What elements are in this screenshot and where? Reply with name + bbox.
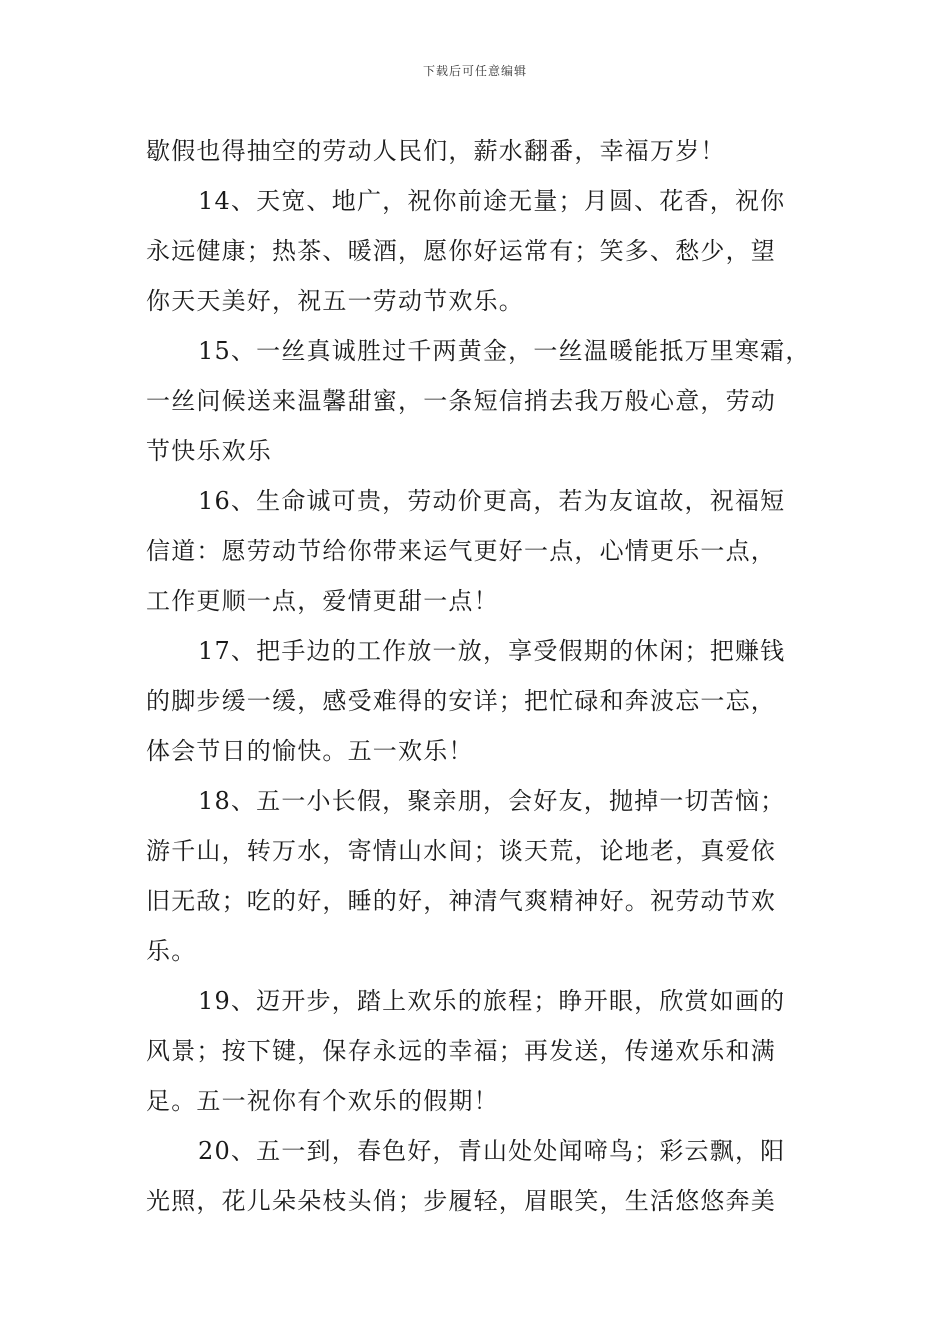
text-line: 一丝问候送来温馨甜蜜，一条短信捎去我万般心意，劳动 — [146, 387, 776, 415]
text-line: 工作更顺一点，爱情更甜一点！ — [146, 587, 499, 615]
paragraph-18-line: 18、五一小长假，聚亲朋，会好友，抛掉一切苦恼； — [198, 787, 786, 815]
text-line: 永远健康；热茶、暖酒，愿你好运常有；笑多、愁少，望 — [146, 237, 776, 265]
text-line: 信道：愿劳动节给你带来运气更好一点，心情更乐一点， — [146, 537, 776, 565]
text-line: 的脚步缓一缓，感受难得的安详；把忙碌和奔波忘一忘， — [146, 687, 776, 715]
document-body — [146, 126, 816, 1226]
text-line: 游千山，转万水，寄情山水间；谈天荒，论地老，真爱依 — [146, 837, 776, 865]
text-line: 歇假也得抽空的劳动人民们，薪水翻番，幸福万岁！ — [146, 137, 726, 165]
paragraph-14-line: 14、天宽、地广，祝你前途无量；月圆、花香，祝你 — [198, 187, 786, 215]
text-line: 乐。 — [146, 937, 197, 965]
text-line: 体会节日的愉快。五一欢乐！ — [146, 737, 474, 765]
text-line: 你天天美好，祝五一劳动节欢乐。 — [146, 287, 524, 315]
page-header: 下载后可任意编辑 — [422, 64, 527, 78]
paragraph-15-line: 15、一丝真诚胜过千两黄金，一丝温暖能抵万里寒霜， — [198, 337, 811, 365]
paragraph-19-line: 19、迈开步，踏上欢乐的旅程；睁开眼，欣赏如画的 — [198, 987, 786, 1015]
text-line: 足。五一祝你有个欢乐的假期！ — [146, 1087, 499, 1115]
text-line: 节快乐欢乐 — [146, 437, 272, 465]
paragraph-20-line: 20、五一到，春色好，青山处处闻啼鸟；彩云飘，阳 — [198, 1137, 786, 1165]
text-line: 旧无敌；吃的好，睡的好，神清气爽精神好。祝劳动节欢 — [146, 887, 776, 915]
paragraph-17-line: 17、把手边的工作放一放，享受假期的休闲；把赚钱 — [198, 637, 786, 665]
text-line: 光照，花儿朵朵枝头俏；步履轻，眉眼笑，生活悠悠奔美 — [146, 1187, 776, 1215]
paragraph-16-line: 16、生命诚可贵，劳动价更高，若为友谊故，祝福短 — [198, 487, 786, 515]
text-line: 风景；按下键，保存永远的幸福；再发送，传递欢乐和满 — [146, 1037, 776, 1065]
